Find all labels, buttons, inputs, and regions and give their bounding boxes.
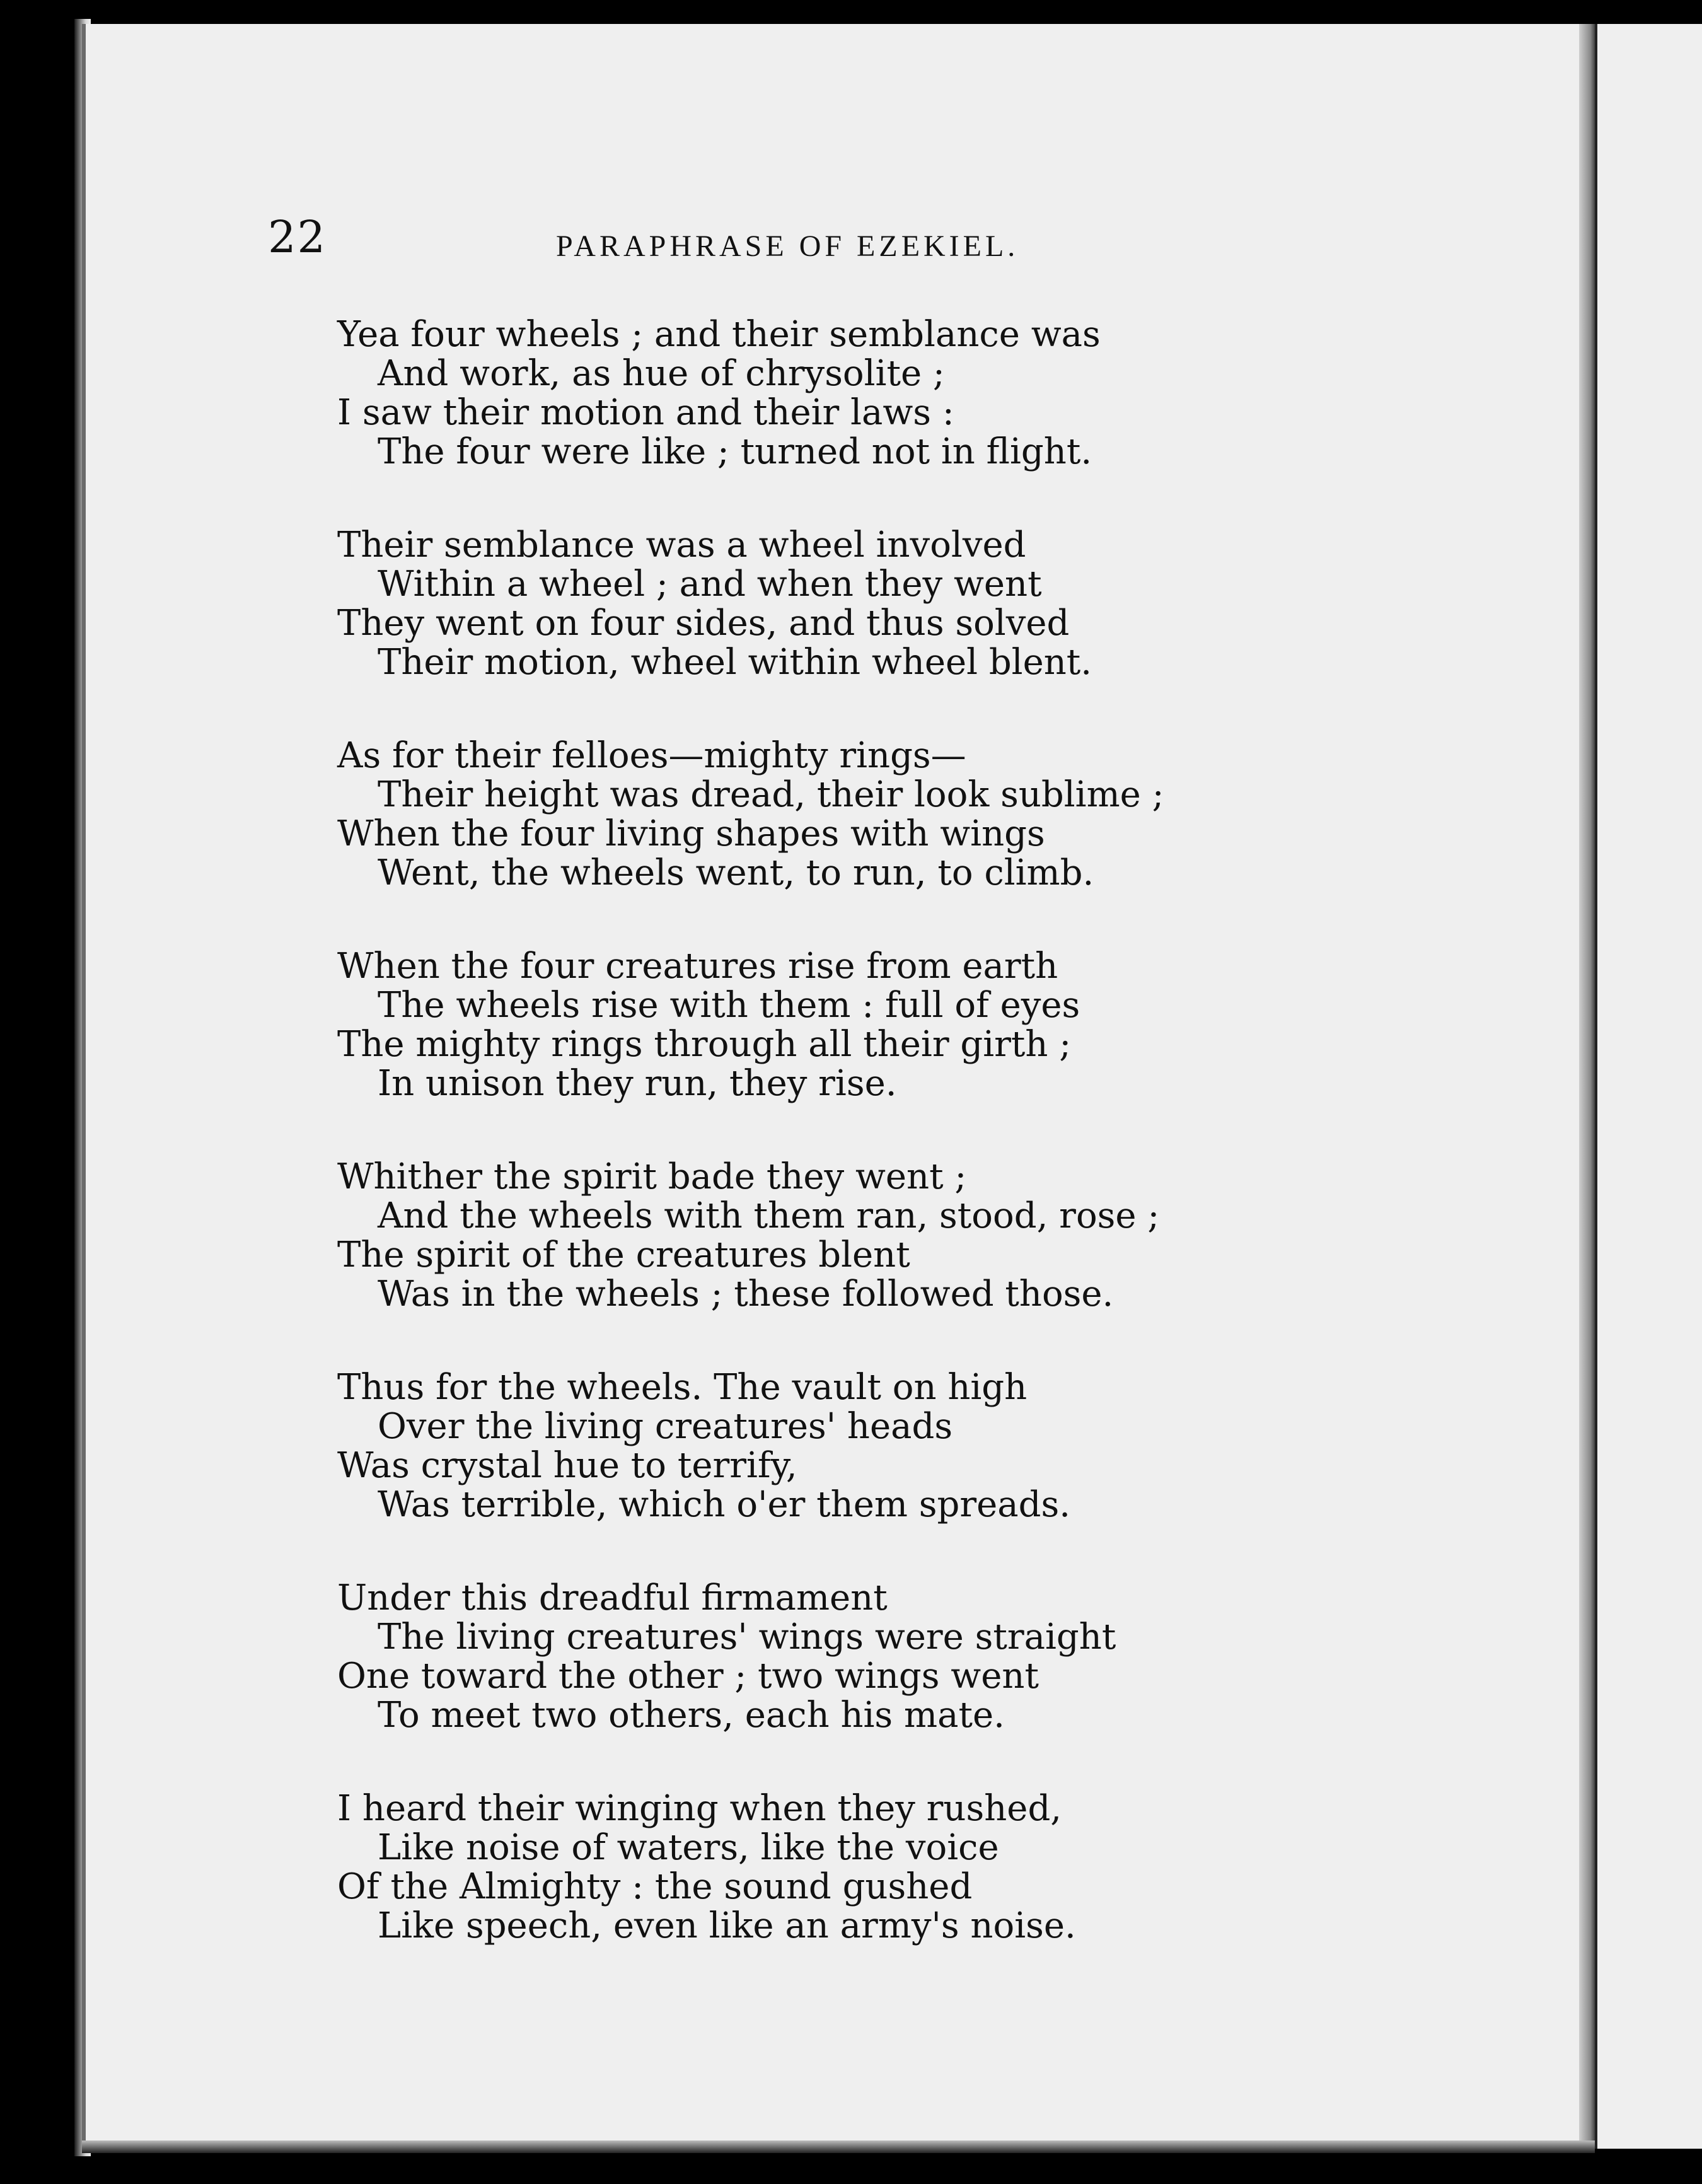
poem-line: Within a wheel ; and when they went <box>378 564 1042 605</box>
poem-line: Thus for the wheels. The vault on high <box>337 1367 1028 1408</box>
poem-line: The wheels rise with them : full of eyes <box>378 985 1080 1026</box>
poem-line: And work, as hue of chrysolite ; <box>378 353 945 394</box>
poem-line: When the four living shapes with wings <box>337 813 1045 854</box>
stanza <box>337 1368 1346 1525</box>
poem-line: Yea four wheels ; and their semblance was <box>337 314 1101 355</box>
poem-line: I saw their motion and their laws : <box>337 392 954 433</box>
poem-line: Of the Almighty : the sound gushed <box>337 1866 973 1907</box>
facing-page <box>1595 24 1702 2149</box>
poem-line: Their motion, wheel within wheel blent. <box>378 642 1092 683</box>
stanza <box>337 315 1346 472</box>
poem-line: Went, the wheels went, to run, to climb. <box>378 852 1094 893</box>
poem-line: Over the living creatures' heads <box>378 1406 953 1447</box>
poem-line: In unison they run, they rise. <box>378 1063 897 1104</box>
poem-line: The mighty rings through all their girth ; <box>337 1024 1072 1065</box>
poem-line: Like noise of waters, like the voice <box>378 1827 999 1868</box>
page-number: 22 <box>268 211 327 263</box>
running-title: PARAPHRASE OF EZEKIEL. <box>556 229 1019 263</box>
poem-line: Like speech, even like an army's noise. <box>378 1905 1076 1946</box>
poem-line: Whither the spirit bade they went ; <box>337 1156 967 1197</box>
poem-line: The four were like ; turned not in flight. <box>378 431 1092 472</box>
poem-body <box>337 315 1346 1946</box>
stanza <box>337 947 1346 1103</box>
poem-line: As for their felloes—mighty rings— <box>337 735 966 776</box>
poem-line: Their height was dread, their look sublime ; <box>378 774 1164 815</box>
stanza <box>337 736 1346 893</box>
stanza <box>337 1158 1346 1314</box>
poem-line: To meet two others, each his mate. <box>378 1695 1005 1736</box>
poem-line: Their semblance was a wheel involved <box>337 525 1026 566</box>
poem-line: Was terrible, which o'er them spreads. <box>378 1484 1071 1525</box>
page-bottom-edge <box>82 2140 1595 2153</box>
poem-line: The living creatures' wings were straight <box>378 1617 1116 1658</box>
poem-line: The spirit of the creatures blent <box>337 1234 910 1275</box>
stanza <box>337 1579 1346 1735</box>
poem-line: They went on four sides, and thus solved <box>337 603 1070 644</box>
stanza <box>337 1789 1346 1946</box>
poem-line: Was crystal hue to terrify, <box>337 1445 797 1486</box>
poem-line: Was in the wheels ; these followed those. <box>378 1274 1114 1315</box>
poem-line: Under this dreadful firmament <box>337 1577 888 1618</box>
poem-line: And the wheels with them ran, stood, rose ; <box>378 1195 1160 1236</box>
poem-line: One toward the other ; two wings went <box>337 1656 1039 1697</box>
poem-line: When the four creatures rise from earth <box>337 946 1058 987</box>
poem-line: I heard their winging when they rushed, <box>337 1788 1062 1829</box>
stanza <box>337 526 1346 682</box>
